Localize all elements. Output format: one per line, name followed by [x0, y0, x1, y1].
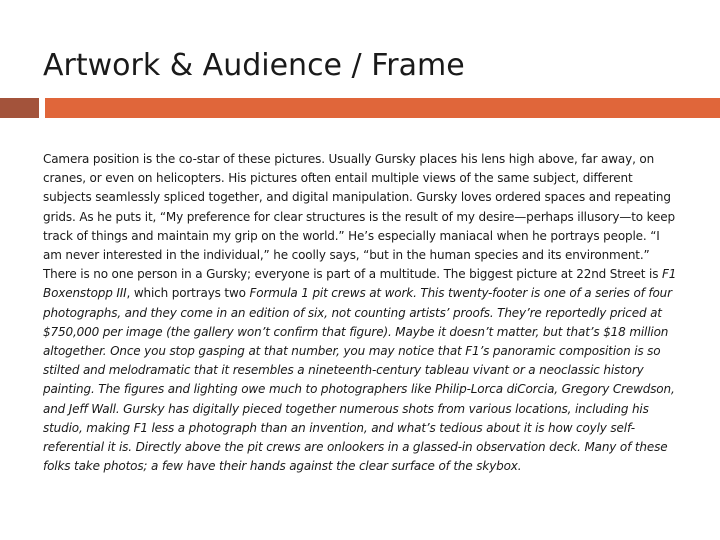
body-text-work-title: F1 Boxenstopp III — [43, 267, 677, 301]
body-text-regular-after: , which portrays two — [126, 286, 250, 301]
body-text-regular: Camera position is the co-star of these pictures. Usually Gursky places his lens high above, far away, on cranes, or even on helicopters. His pictures often entail multiple views of the same subject, different subjects seamlessly spliced together, and digital manipulation. Gursky loves ordered spaces and repeating grids. As he puts it, “My preference for clear structures is the result of my desire—perhaps illusory—to keep track of things and maintain my grip on the world.” He’s especially maniacal when he portrays people. “I am never interested in the individual,” he coolly says, “but in the human species and its environment.” There is no one person in a Gursky; everyone is part of a multitude. The biggest picture at 22nd Street is — [43, 152, 675, 282]
body-text — [43, 150, 679, 476]
accent-bar-left — [0, 98, 39, 118]
slide-title: Artwork & Audience / Frame — [43, 48, 465, 83]
body-text-italic: Formula 1 pit crews at work. This twenty-footer is one of a series of four photographs, and they come in an edition of six, not counting artists’ proofs. They’re reportedly priced at $750,000 per image (the gallery won’t confirm that figure). Maybe it doesn’t matter, but that’s $18 million altogether. Once you stop gasping at that number, you may notice that F1’s panoramic composition is so stilted and melodramatic that it resembles a nineteenth-century tableau vivant or a neoclassic history painting. The figures and lighting owe much to photographers like Philip-Lorca diCorcia, Gregory Crewdson, and Jeff Wall. Gursky has digitally pieced together numerous shots from various locations, including his studio, making F1 less a photograph than an invention, and what’s tedious about it is how coyly self-referential it is. Directly above the pit crews are onlookers in a glassed-in observation deck. Many of these folks take photos; a few have their hands against the clear surface of the skybox. — [43, 286, 675, 474]
accent-bar-right — [45, 98, 720, 118]
